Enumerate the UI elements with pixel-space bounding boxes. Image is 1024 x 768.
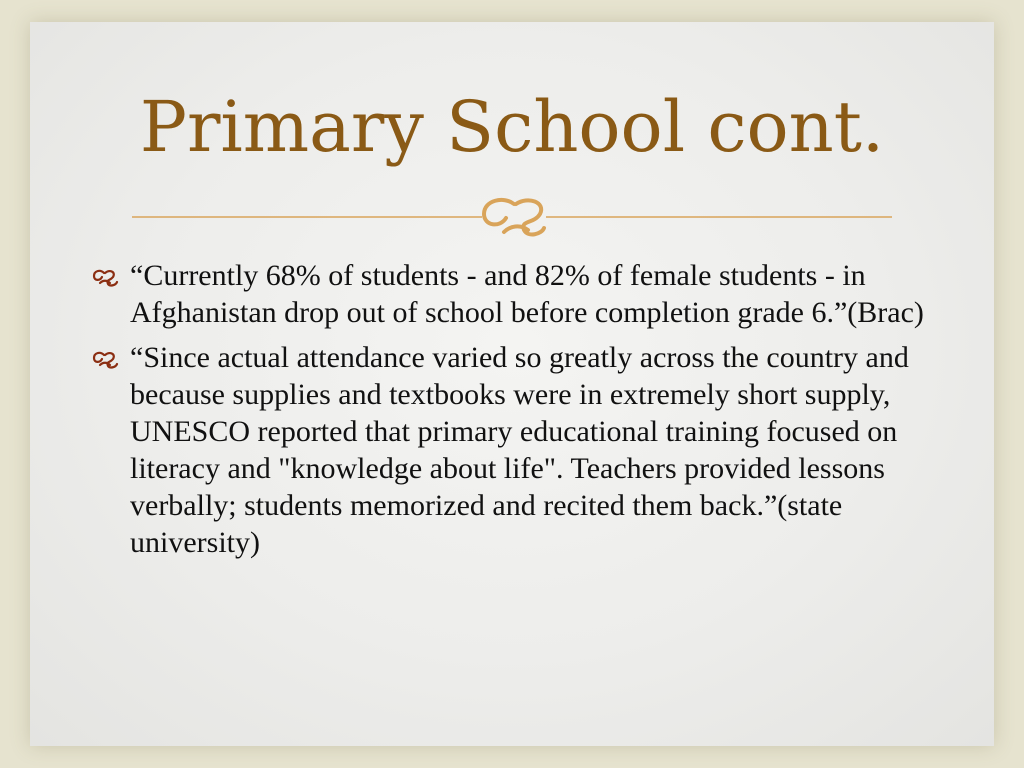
- flourish-bullet-icon: [92, 349, 122, 369]
- flourish-ornament-icon: [484, 200, 544, 235]
- slide: [30, 22, 994, 746]
- bullet-text: “Currently 68% of students - and 82% of female students - in Afghanistan drop out of school before completion grade 6.”(Brac): [130, 259, 924, 329]
- bullet-item-1: [90, 257, 970, 331]
- slide-title: Primary School cont.: [139, 86, 885, 168]
- bullet-item-2: [90, 339, 970, 561]
- bullet-list: [90, 257, 970, 569]
- bullet-text: “Since actual attendance varied so greatly across the country and because supplies and textbooks were in extremely short supply, UNESCO reported that primary educational training focused on literacy and "knowledge about life". Teachers provided lessons verbally; students memorized and recited them back.”(state university): [130, 341, 909, 559]
- title-divider: [132, 190, 892, 250]
- flourish-bullet-icon: [92, 267, 122, 287]
